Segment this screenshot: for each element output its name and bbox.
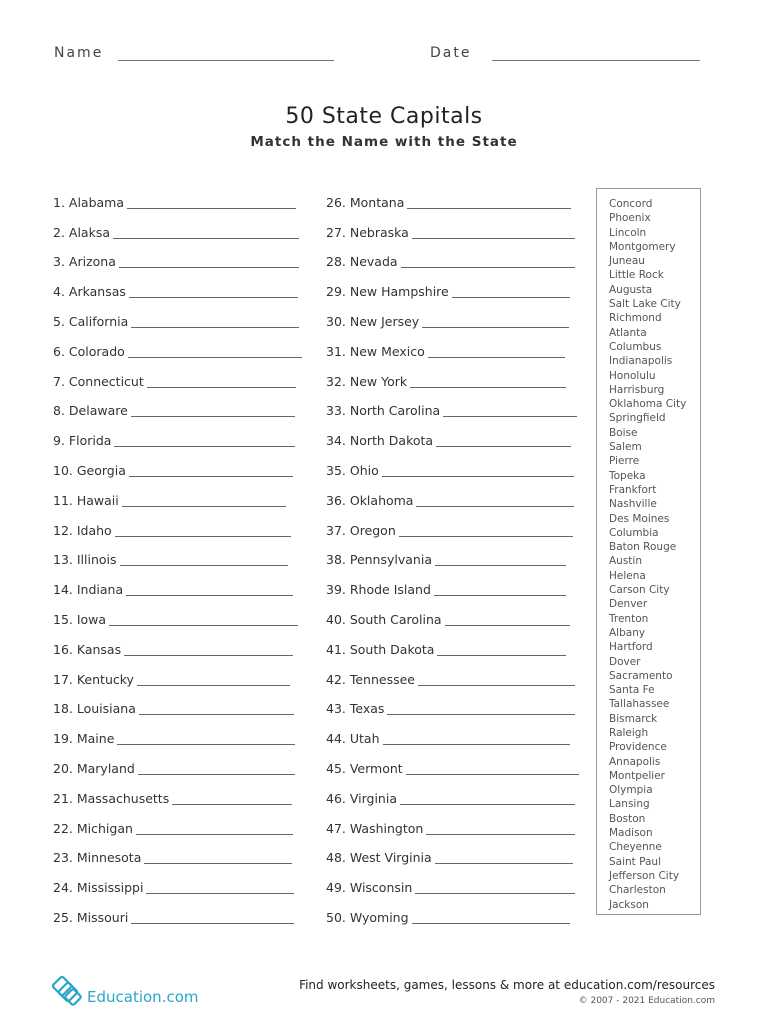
state-label: 37. Oregon [326,522,396,538]
capital-option: Juneau [609,255,645,268]
state-label: 42. Tennessee [326,671,415,687]
capital-option: Lansing [609,798,650,811]
answer-line[interactable] [115,536,291,537]
capital-option: Topeka [609,469,646,482]
question-row [53,749,295,779]
question-row [326,392,577,422]
state-label: 27. Nebraska [326,224,409,240]
answer-line[interactable] [119,267,299,268]
question-row [326,660,575,690]
capital-option: Springfield [609,412,666,425]
capital-option: Montgomery [609,240,676,253]
capital-option: Boston [609,812,646,825]
capital-option: Salem [609,441,642,454]
answer-line[interactable] [452,297,570,298]
capital-option: Harrisburg [609,383,665,396]
capital-option: Atlanta [609,326,647,339]
question-row [53,570,293,600]
state-label: 36. Oklahoma [326,492,414,508]
question-row [53,868,294,898]
state-label: 4. Arkansas [53,284,126,300]
answer-line[interactable] [428,357,565,358]
capital-option: Albany [609,626,646,639]
answer-line[interactable] [418,685,575,686]
answer-line[interactable] [445,625,570,626]
question-row [53,719,295,749]
question-row [53,779,292,809]
question-row [53,392,295,422]
question-row [326,630,566,660]
capital-option: Pierre [609,455,640,468]
questions-right-column [326,183,576,928]
answer-line[interactable] [422,327,569,328]
footer-promo-text: Find worksheets, games, lessons & more at education.com/resources [299,978,715,992]
capital-option: Charleston [609,884,666,897]
answer-line[interactable] [113,238,299,239]
capital-option: Little Rock [609,269,664,282]
logo-text: Education.com [87,988,199,1006]
state-label: 8. Delaware [53,403,128,419]
capital-option: Santa Fe [609,684,655,697]
state-label: 15. Iowa [53,611,107,627]
capital-option: Honolulu [609,369,656,382]
state-label: 12. Idaho [53,522,112,538]
question-row [326,541,566,571]
question-row [53,332,302,362]
state-label: 49. Wisconsin [326,880,413,896]
state-label: 35. Ohio [326,462,379,478]
page-title: 50 State Capitals [285,104,483,129]
questions-left-column [53,183,299,928]
capital-option: Baton Rouge [609,541,677,554]
state-label: 10. Georgia [53,462,126,478]
question-row [53,272,298,302]
capital-option: Boise [609,426,638,439]
state-label: 14. Indiana [53,582,124,598]
date-field-line[interactable] [492,60,700,61]
capital-option: Frankfort [609,483,657,496]
question-row [326,272,570,302]
answer-line[interactable] [131,327,299,328]
answer-line[interactable] [436,446,571,447]
question-row [326,600,570,630]
state-label: 9. Florida [53,433,112,449]
capital-option: Nashville [609,498,657,511]
capital-option: Oklahoma City [609,398,687,411]
question-row [326,690,575,720]
capital-option: Concord [609,198,653,210]
answer-line[interactable] [131,416,295,417]
capital-option: Lincoln [609,226,647,239]
capital-option: Columbia [609,526,659,539]
question-row [53,183,296,213]
capital-option: Helena [609,569,646,582]
capital-option: Denver [609,598,648,611]
capital-option: Raleigh [609,726,649,739]
state-label: 3. Arizona [53,254,116,270]
state-label: 31. New Mexico [326,343,425,359]
answer-line[interactable] [434,595,566,596]
question-row [53,660,290,690]
state-label: 33. North Carolina [326,403,441,419]
copyright-text: © 2007 - 2021 Education.com [578,996,715,1006]
capital-option: Tallahassee [609,698,670,711]
answer-line[interactable] [117,744,295,745]
answer-line[interactable] [415,893,575,894]
capital-option: Trenton [609,612,649,625]
answer-line[interactable] [412,923,570,924]
state-label: 2. Alaksa [53,224,110,240]
question-row [53,839,292,869]
answer-line[interactable] [407,208,571,209]
answer-line[interactable] [124,655,293,656]
state-label: 18. Louisiana [53,701,136,717]
state-label: 46. Virginia [326,790,397,806]
question-row [326,779,575,809]
capital-option: Jackson [609,898,649,911]
answer-line[interactable] [128,357,302,358]
answer-line[interactable] [435,863,573,864]
question-row [53,809,293,839]
capital-option: Dover [609,655,641,668]
question-row [53,421,295,451]
capital-option: Jefferson City [609,869,680,882]
answer-line[interactable] [127,208,296,209]
question-row [326,213,575,243]
answer-line[interactable] [399,536,573,537]
capital-option: Olympia [609,784,653,797]
capital-option: Providence [609,741,667,754]
answer-line[interactable] [400,804,575,805]
state-label: 7. Connecticut [53,373,144,389]
answer-line[interactable] [412,238,575,239]
capital-option: Richmond [609,312,662,325]
question-row [326,511,573,541]
answer-line[interactable] [410,387,566,388]
question-row [53,600,298,630]
state-label: 11. Hawaii [53,492,119,508]
capital-option: Bismarck [609,712,658,725]
question-row [326,868,575,898]
question-row [326,421,571,451]
name-field-line[interactable] [118,60,334,61]
answer-line[interactable] [172,804,292,805]
state-label: 21. Massachusetts [53,790,170,806]
state-label: 43. Texas [326,701,385,717]
answer-line[interactable] [129,476,293,477]
state-label: 1. Alabama [53,194,125,210]
question-row [53,541,288,571]
state-label: 45. Vermont [326,760,403,776]
state-label: 19. Maine [53,731,115,747]
answer-line[interactable] [383,744,571,745]
state-label: 23. Minnesota [53,850,142,866]
state-label: 39. Rhode Island [326,582,431,598]
state-label: 41. South Dakota [326,641,435,657]
question-row [326,839,573,869]
question-row [53,690,294,720]
state-label: 16. Kansas [53,641,122,657]
page-subtitle: Match the Name with the State [250,134,518,150]
state-label: 40. South Carolina [326,611,442,627]
answer-line[interactable] [401,267,575,268]
capital-option: Saint Paul [609,855,661,868]
state-label: 50. Wyoming [326,909,409,925]
question-row [326,719,570,749]
state-label: 25. Missouri [53,909,129,925]
word-bank [596,188,701,915]
state-label: 44. Utah [326,731,380,747]
capital-option: Columbus [609,340,662,353]
state-label: 38. Pennsylvania [326,552,432,568]
date-label: Date [430,45,472,61]
question-row [326,332,565,362]
state-label: 6. Colorado [53,343,125,359]
capital-option: Carson City [609,584,670,597]
answer-line[interactable] [437,655,566,656]
state-label: 20. Maryland [53,760,135,776]
state-label: 5. California [53,313,129,329]
question-row [53,451,293,481]
capital-option: Austin [609,555,642,568]
capital-option: Hartford [609,641,653,654]
answer-line[interactable] [426,834,575,835]
answer-line[interactable] [139,714,294,715]
capital-option: Sacramento [609,669,673,682]
question-row [326,481,574,511]
capital-option: Des Moines [609,512,670,525]
state-label: 22. Michigan [53,820,133,836]
answer-line[interactable] [146,893,294,894]
state-label: 32. New York [326,373,408,389]
state-label: 34. North Dakota [326,433,434,449]
capital-option: Augusta [609,283,653,296]
answer-line[interactable] [131,923,294,924]
capital-option: Cheyenne [609,841,662,854]
state-label: 26. Montana [326,194,405,210]
capital-option: Annapolis [609,755,661,768]
capital-option: Phoenix [609,212,651,225]
answer-line[interactable] [137,685,290,686]
question-row [53,511,291,541]
question-row [53,898,294,928]
question-row [326,451,574,481]
question-row [326,302,569,332]
answer-line[interactable] [126,595,293,596]
state-label: 48. West Virginia [326,850,432,866]
capital-option: Salt Lake City [609,298,681,311]
question-row [326,898,570,928]
capital-option: Montpelier [609,769,665,782]
state-label: 29. New Hampshire [326,284,449,300]
state-label: 13. Illinois [53,552,117,568]
answer-line[interactable] [147,387,296,388]
question-row [53,630,293,660]
answer-line[interactable] [114,446,295,447]
question-row [326,570,566,600]
question-row [326,183,571,213]
answer-line[interactable] [435,565,566,566]
answer-line[interactable] [136,834,293,835]
answer-line[interactable] [382,476,574,477]
answer-line[interactable] [144,863,292,864]
state-label: 28. Nevada [326,254,398,270]
question-row [326,362,566,392]
answer-line[interactable] [122,506,286,507]
answer-line[interactable] [109,625,298,626]
state-label: 17. Kentucky [53,671,134,687]
question-row [326,749,579,779]
question-row [53,213,299,243]
answer-line[interactable] [406,774,579,775]
state-label: 24. Mississippi [53,880,144,896]
answer-line[interactable] [129,297,298,298]
question-row [53,481,286,511]
answer-line[interactable] [138,774,295,775]
question-row [326,243,575,273]
question-row [326,809,575,839]
state-label: 30. New Jersey [326,313,420,329]
answer-line[interactable] [120,565,288,566]
capital-option: Indianapolis [609,355,673,368]
capital-option: Madison [609,827,653,840]
name-label: Name [54,45,104,61]
question-row [53,362,296,392]
question-row [53,302,299,332]
question-row [53,243,299,273]
answer-line[interactable] [416,506,574,507]
answer-line[interactable] [387,714,575,715]
state-label: 47. Washington [326,820,424,836]
answer-line[interactable] [443,416,577,417]
